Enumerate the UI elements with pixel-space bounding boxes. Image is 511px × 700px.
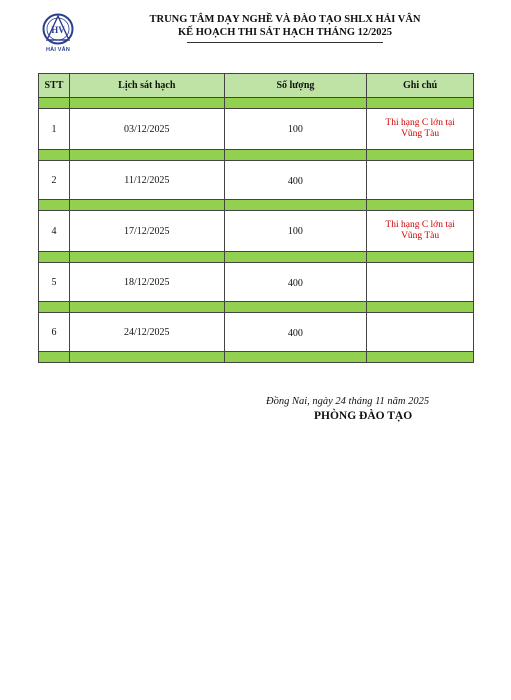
table-row	[39, 211, 474, 252]
logo-emblem-icon	[38, 13, 78, 47]
cell-note	[367, 211, 474, 252]
separator-row	[39, 252, 474, 263]
cell-stt: 6	[39, 313, 70, 352]
separator-row	[39, 98, 474, 109]
separator-row	[39, 200, 474, 211]
logo-text: HẢI VÂN	[45, 47, 70, 53]
issuing-department: PHÒNG ĐÀO TẠO	[314, 410, 413, 422]
cell-stt: 4	[39, 211, 70, 252]
table-row	[39, 263, 474, 302]
logo	[38, 13, 78, 57]
separator-row	[39, 352, 474, 363]
cell-quantity: 400	[224, 313, 367, 352]
cell-date: 24/12/2025	[69, 313, 224, 352]
table-row	[39, 313, 474, 352]
cell-quantity: 100	[224, 211, 367, 252]
cell-date: 17/12/2025	[69, 211, 224, 252]
column-header-stt: STT	[39, 74, 70, 98]
title-underline	[187, 42, 383, 43]
cell-note	[367, 109, 474, 150]
document-title	[120, 13, 450, 39]
plan-title: KẾ HOẠCH THI SÁT HẠCH THÁNG 12/2025	[177, 27, 393, 38]
logo-initials: HV	[51, 25, 65, 35]
organization-name: TRUNG TÂM DẠY NGHỀ VÀ ĐÀO TẠO SHLX HẢI VÂN	[149, 14, 421, 25]
cell-quantity: 400	[224, 161, 367, 200]
exam-schedule-table	[38, 73, 474, 363]
cell-note	[367, 161, 474, 200]
table-row	[39, 109, 474, 150]
cell-note	[367, 313, 474, 352]
note-line: Thi hạng C lớn tại	[385, 220, 455, 230]
cell-quantity: 100	[224, 109, 367, 150]
cell-date: 11/12/2025	[69, 161, 224, 200]
cell-stt: 2	[39, 161, 70, 200]
note-line: Thi hạng C lớn tại	[385, 118, 455, 128]
note-line: Vũng Tàu	[401, 231, 440, 241]
cell-date: 18/12/2025	[69, 263, 224, 302]
separator-row	[39, 150, 474, 161]
cell-date: 03/12/2025	[69, 109, 224, 150]
cell-stt: 1	[39, 109, 70, 150]
place-and-date: Đồng Nai, ngày 24 tháng 11 năm 2025	[266, 396, 430, 407]
column-header-quantity: Số lượng	[224, 74, 367, 98]
cell-quantity: 400	[224, 263, 367, 302]
table-header-row	[39, 74, 474, 98]
column-header-schedule: Lịch sát hạch	[69, 74, 224, 98]
note-line: Vũng Tàu	[401, 129, 440, 139]
column-header-notes: Ghi chú	[367, 74, 474, 98]
cell-note	[367, 263, 474, 302]
cell-stt: 5	[39, 263, 70, 302]
separator-row	[39, 302, 474, 313]
table-row	[39, 161, 474, 200]
